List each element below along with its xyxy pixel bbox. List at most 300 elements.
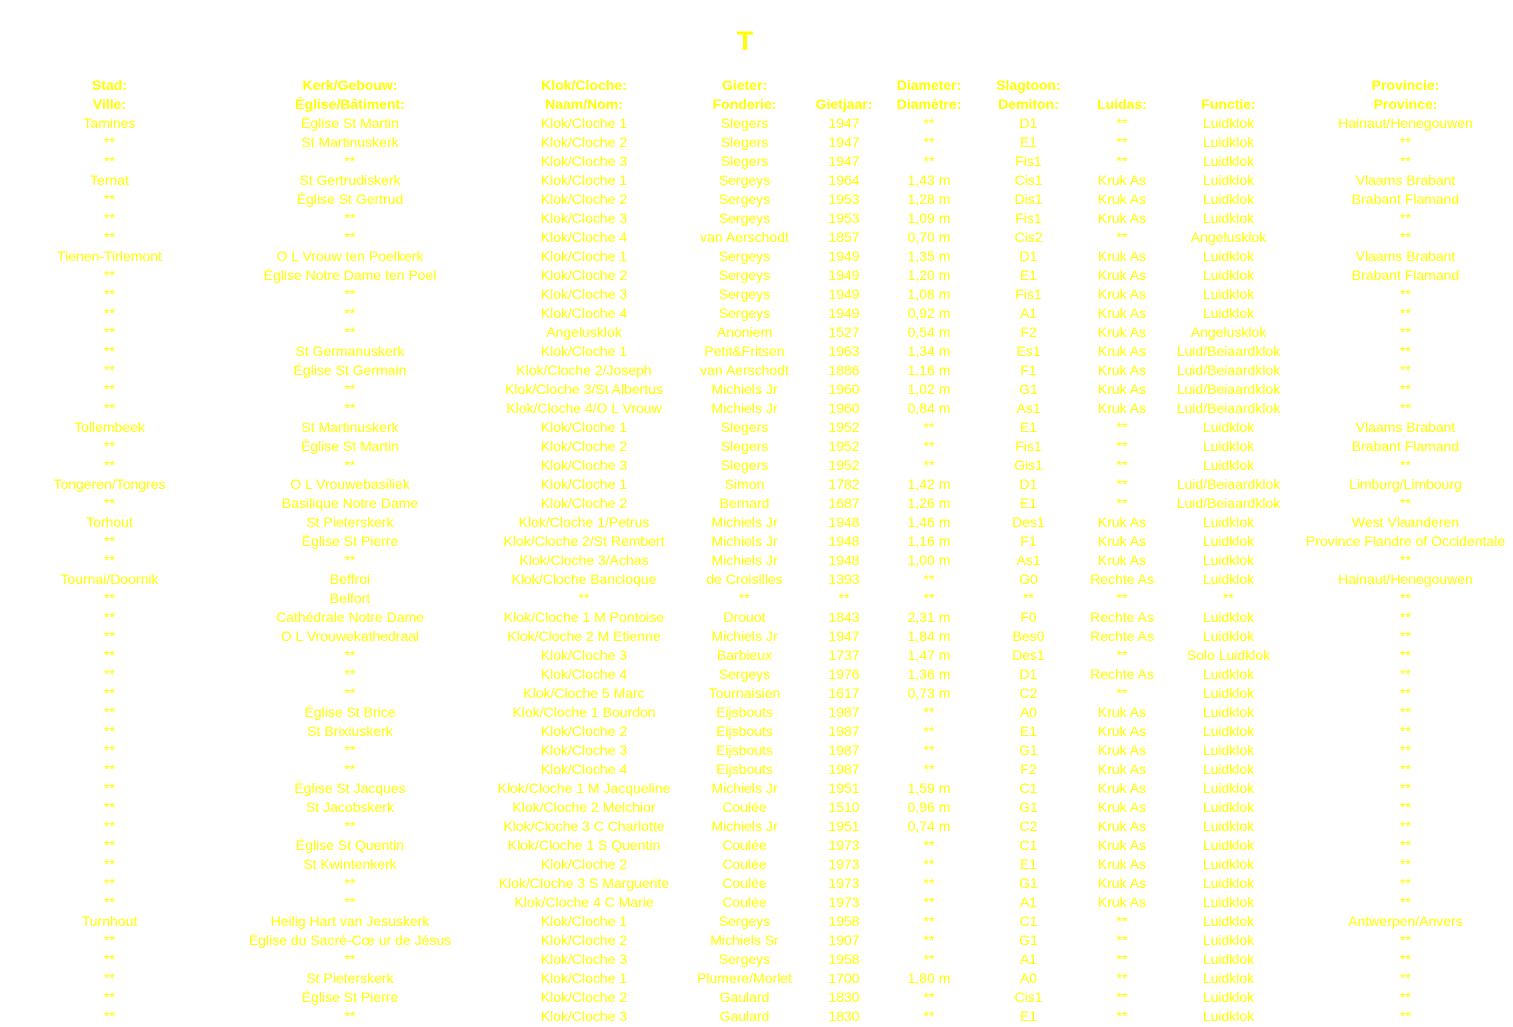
cell-strike-tone: C1 xyxy=(1019,837,1038,853)
table-row xyxy=(0,855,1513,874)
cell-function: Luid/Beiaardklok xyxy=(1176,362,1281,378)
cell-function: Luidklok xyxy=(1202,153,1255,169)
cell-strike-tone: G1 xyxy=(1019,742,1038,758)
cell-building: ** xyxy=(344,457,356,473)
cell-city: ** xyxy=(104,989,115,1005)
cell-strike-tone: G1 xyxy=(1019,932,1038,948)
cell-swing-axle: ** xyxy=(1116,419,1128,435)
cell-function: Luidklok xyxy=(1202,685,1255,701)
cell-building: Église St Jacques xyxy=(294,780,406,796)
cell-province: ** xyxy=(1400,210,1411,226)
cell-diameter: 0,73 m xyxy=(907,685,951,701)
header-bell-name: Klok/Cloche: xyxy=(541,77,627,93)
cell-strike-tone: E1 xyxy=(1019,723,1038,739)
cell-building: Basilique Notre Dame xyxy=(281,495,419,511)
cell-bell-name: Klok/Cloche 2 xyxy=(540,191,628,207)
cell-function: Luidklok xyxy=(1202,856,1255,872)
cell-city: ** xyxy=(104,799,115,815)
table-row xyxy=(0,209,1513,228)
cell-diameter: ** xyxy=(923,438,935,454)
cell-founder: Slegers xyxy=(720,419,769,435)
cell-bell-name: Klok/Cloche 1 xyxy=(540,343,628,359)
header-province: Province: xyxy=(1373,96,1438,112)
cell-cast-year: 1948 xyxy=(828,552,860,568)
cell-cast-year: 1976 xyxy=(828,666,860,682)
cell-building: ** xyxy=(344,210,356,226)
cell-cast-year: 1737 xyxy=(828,647,860,663)
cell-founder: Coulée xyxy=(722,799,767,815)
cell-city: ** xyxy=(104,305,115,321)
cell-province: ** xyxy=(1400,742,1411,758)
cell-function: Luid/Beiaardklok xyxy=(1176,381,1281,397)
table-row xyxy=(0,684,1513,703)
cell-strike-tone: Fis1 xyxy=(1015,210,1042,226)
cell-strike-tone: A0 xyxy=(1019,970,1038,986)
cell-bell-name: Klok/Cloche 3/Achas xyxy=(519,552,649,568)
cell-cast-year: 1952 xyxy=(828,419,860,435)
cell-swing-axle: Kruk As xyxy=(1097,875,1147,891)
table-row xyxy=(0,589,1513,608)
cell-building: St Pieterskerk xyxy=(306,970,394,986)
header-city: Ville: xyxy=(92,96,127,112)
cell-cast-year: 1947 xyxy=(828,115,860,131)
cell-bell-name: Klok/Cloche 3 xyxy=(540,647,628,663)
cell-cast-year: 1857 xyxy=(828,229,860,245)
cell-province: ** xyxy=(1400,685,1411,701)
cell-cast-year: 1951 xyxy=(828,780,860,796)
cell-cast-year: 1952 xyxy=(828,457,860,473)
table-row xyxy=(0,247,1513,266)
cell-city: ** xyxy=(104,267,115,283)
cell-province: Vlaams Brabant xyxy=(1355,419,1456,435)
cell-diameter: ** xyxy=(923,1008,935,1024)
header-building: Kerk/Gebouw: xyxy=(302,77,398,93)
cell-founder: Bernard xyxy=(719,495,770,511)
table-row xyxy=(0,475,1513,494)
cell-swing-axle: ** xyxy=(1116,1008,1128,1024)
cell-function: Luidklok xyxy=(1202,970,1255,986)
cell-building: ** xyxy=(344,761,356,777)
cell-cast-year: 1948 xyxy=(828,514,860,530)
header-province: Provincie: xyxy=(1371,77,1440,93)
cell-bell-name: Klok/Cloche 3 xyxy=(540,457,628,473)
cell-cast-year: 1947 xyxy=(828,153,860,169)
cell-founder: Michiels Jr xyxy=(711,514,778,530)
cell-bell-name: Klok/Cloche 2 Melchior xyxy=(512,799,656,815)
table-body xyxy=(0,114,1513,1026)
table-row xyxy=(0,456,1513,475)
table-row xyxy=(0,304,1513,323)
table-row xyxy=(0,893,1513,912)
cell-swing-axle: Kruk As xyxy=(1097,248,1147,264)
cell-bell-name: Klok/Cloche 1 xyxy=(540,913,628,929)
cell-bell-name: Klok/Cloche 1 xyxy=(540,172,628,188)
cell-city: ** xyxy=(104,381,115,397)
cell-function: Luid/Beiaardklok xyxy=(1176,476,1281,492)
cell-province: ** xyxy=(1400,552,1411,568)
cell-function: Luidklok xyxy=(1202,419,1255,435)
cell-province: Vlaams Brabant xyxy=(1355,248,1456,264)
cell-province: ** xyxy=(1400,609,1411,625)
cell-strike-tone: G1 xyxy=(1019,381,1038,397)
cell-function: Luidklok xyxy=(1202,742,1255,758)
cell-founder: Eijsbouts xyxy=(716,723,773,739)
cell-cast-year: 1973 xyxy=(828,875,860,891)
header-diameter: Diamètre: xyxy=(896,96,962,112)
cell-building: St Martinuskerk xyxy=(301,419,399,435)
cell-building: Beffroi xyxy=(329,571,371,587)
cell-city: ** xyxy=(104,628,115,644)
cell-function: Luidklok xyxy=(1202,115,1255,131)
table-row xyxy=(0,228,1513,247)
cell-province: ** xyxy=(1400,704,1411,720)
cell-diameter: 0,70 m xyxy=(907,229,951,245)
cell-strike-tone: Es1 xyxy=(1016,343,1041,359)
table-row xyxy=(0,380,1513,399)
cell-cast-year: 1987 xyxy=(828,723,860,739)
cell-city: ** xyxy=(104,400,115,416)
cell-city: Ternat xyxy=(90,172,129,188)
cell-function: Luidklok xyxy=(1202,799,1255,815)
cell-function: Luidklok xyxy=(1202,134,1255,150)
cell-diameter: 1,20 m xyxy=(907,267,951,283)
cell-swing-axle: ** xyxy=(1116,970,1128,986)
cell-building: ** xyxy=(344,666,356,682)
cell-cast-year: 1952 xyxy=(828,438,860,454)
cell-province: ** xyxy=(1400,951,1411,967)
cell-function: Luidklok xyxy=(1202,932,1255,948)
cell-swing-axle: Kruk As xyxy=(1097,210,1147,226)
table-header xyxy=(0,76,1513,114)
cell-province: ** xyxy=(1400,495,1411,511)
cell-cast-year: 1987 xyxy=(828,761,860,777)
cell-bell-name: Klok/Cloche 3 C Charlotte xyxy=(503,818,665,834)
cell-swing-axle: Kruk As xyxy=(1097,799,1147,815)
cell-founder: Sergeys xyxy=(718,172,771,188)
cell-diameter: 1,16 m xyxy=(907,362,951,378)
cell-strike-tone: F0 xyxy=(1020,609,1037,625)
table-row xyxy=(0,817,1513,836)
cell-bell-name: Klok/Cloche 2/Joseph xyxy=(516,362,652,378)
cell-building: Église St Martin xyxy=(300,115,400,131)
cell-province: ** xyxy=(1400,628,1411,644)
cell-city: ** xyxy=(104,647,115,663)
cell-founder: Michiels Jr xyxy=(711,552,778,568)
cell-founder: Drouot xyxy=(723,609,766,625)
cell-strike-tone: C1 xyxy=(1019,913,1038,929)
cell-bell-name: Klok/Cloche 2 xyxy=(540,134,628,150)
cell-bell-name: Klok/Cloche 1 xyxy=(540,419,628,435)
cell-city: ** xyxy=(104,438,115,454)
cell-strike-tone: Cis2 xyxy=(1014,229,1043,245)
cell-diameter: 1,46 m xyxy=(907,514,951,530)
table-row xyxy=(0,969,1513,988)
cell-diameter: 1,09 m xyxy=(907,210,951,226)
cell-building: ** xyxy=(344,305,356,321)
table-row xyxy=(0,760,1513,779)
cell-building: Église St Pierre xyxy=(301,533,399,549)
cell-building: Église St Quentin xyxy=(295,837,405,853)
cell-founder: Sergeys xyxy=(718,210,771,226)
cell-city: ** xyxy=(104,856,115,872)
cell-city: ** xyxy=(104,153,115,169)
cell-building: St Brixiuskerk xyxy=(307,723,393,739)
cell-swing-axle: Kruk As xyxy=(1097,514,1147,530)
header-row xyxy=(0,76,1513,95)
cell-province: ** xyxy=(1400,590,1411,606)
cell-building: Cathédrale Notre Dame xyxy=(276,609,424,625)
cell-swing-axle: ** xyxy=(1116,989,1128,1005)
cell-city: ** xyxy=(104,495,115,511)
table-row xyxy=(0,399,1513,418)
cell-strike-tone: A1 xyxy=(1019,951,1038,967)
header-row xyxy=(0,95,1513,114)
cell-diameter: ** xyxy=(923,932,935,948)
cell-city: ** xyxy=(104,742,115,758)
cell-building: Église St Martin xyxy=(300,438,400,454)
cell-bell-name: Klok/Cloche 1/Petrus xyxy=(518,514,650,530)
cell-diameter: 1,02 m xyxy=(907,381,951,397)
cell-bell-name: Klok/Cloche 3 xyxy=(540,742,628,758)
cell-function: Luidklok xyxy=(1202,248,1255,264)
cell-bell-name: Klok/Cloche 2 xyxy=(540,989,628,1005)
table-row xyxy=(0,513,1513,532)
cell-founder: Michiels Jr xyxy=(711,400,778,416)
cell-diameter: ** xyxy=(923,419,935,435)
cell-strike-tone: E1 xyxy=(1019,419,1038,435)
cell-strike-tone: A1 xyxy=(1019,305,1038,321)
cell-function: Luidklok xyxy=(1202,951,1255,967)
cell-founder: Slegers xyxy=(720,457,769,473)
cell-strike-tone: D1 xyxy=(1019,476,1038,492)
cell-function: Luidklok xyxy=(1202,761,1255,777)
cell-building: Église St Brice xyxy=(304,704,396,720)
cell-bell-name: Klok/Cloche 1 M Pontoise xyxy=(503,609,665,625)
cell-strike-tone: As1 xyxy=(1016,400,1041,416)
cell-function: Luidklok xyxy=(1202,533,1255,549)
cell-cast-year: 1951 xyxy=(828,818,860,834)
cell-city: Tollembeek xyxy=(74,419,145,435)
cell-building: ** xyxy=(344,153,356,169)
cell-diameter: 1,26 m xyxy=(907,495,951,511)
cell-founder: van Aerschodt xyxy=(700,362,789,378)
cell-strike-tone: Gis1 xyxy=(1014,457,1043,473)
cell-function: Luidklok xyxy=(1202,305,1255,321)
cell-city: Tournai/Doornik xyxy=(60,571,159,587)
cell-province: ** xyxy=(1400,305,1411,321)
cell-diameter: 1,34 m xyxy=(907,343,951,359)
cell-diameter: 0,54 m xyxy=(907,324,951,340)
cell-founder: Coulée xyxy=(722,837,767,853)
cell-swing-axle: Kruk As xyxy=(1097,818,1147,834)
cell-strike-tone: Fis1 xyxy=(1015,438,1042,454)
cell-building: ** xyxy=(344,951,356,967)
cell-city: Tamines xyxy=(83,115,136,131)
header-strike-tone: Demiton: xyxy=(998,96,1059,112)
cell-cast-year: 1782 xyxy=(828,476,860,492)
cell-function: Luidklok xyxy=(1202,210,1255,226)
cell-function: Luidklok xyxy=(1202,286,1255,302)
cell-province: Brabant Flamand xyxy=(1351,267,1460,283)
cell-swing-axle: ** xyxy=(1116,457,1128,473)
cell-building: Belfort xyxy=(329,590,371,606)
cell-province: Brabant Flamand xyxy=(1351,438,1460,454)
table-row xyxy=(0,646,1513,665)
cell-bell-name: Klok/Cloche 1 Bourdon xyxy=(512,704,656,720)
cell-city: ** xyxy=(104,1008,115,1024)
cell-province: ** xyxy=(1400,989,1411,1005)
table-row xyxy=(0,1007,1513,1026)
cell-diameter: 1,80 m xyxy=(907,970,951,986)
cell-cast-year: 1973 xyxy=(828,894,860,910)
cell-diameter: 1,16 m xyxy=(907,533,951,549)
cell-strike-tone: F2 xyxy=(1020,761,1037,777)
cell-building: St Jacobskerk xyxy=(306,799,394,815)
cell-cast-year: 1830 xyxy=(828,1008,860,1024)
table-row xyxy=(0,741,1513,760)
cell-founder: Slegers xyxy=(720,115,769,131)
header-strike-tone: Slagtoon: xyxy=(996,77,1061,93)
cell-bell-name: Klok/Cloche 2 M Etienne xyxy=(507,628,661,644)
cell-city: ** xyxy=(104,533,115,549)
cell-city: ** xyxy=(104,723,115,739)
cell-building: ** xyxy=(344,894,356,910)
table-row xyxy=(0,494,1513,513)
header-swing-axle: Luidas: xyxy=(1097,96,1147,112)
table-row xyxy=(0,570,1513,589)
cell-diameter: ** xyxy=(923,457,935,473)
cell-bell-name: Klok/Cloche 1 S Quentin xyxy=(507,837,661,853)
cell-swing-axle: Kruk As xyxy=(1097,742,1147,758)
cell-diameter: ** xyxy=(923,875,935,891)
cell-cast-year: 1949 xyxy=(828,267,860,283)
cell-founder: Sergeys xyxy=(718,191,771,207)
cell-building: ** xyxy=(344,286,356,302)
cell-city: ** xyxy=(104,362,115,378)
cell-cast-year: 1960 xyxy=(828,381,860,397)
table-row xyxy=(0,950,1513,969)
cell-strike-tone: Cis1 xyxy=(1014,172,1043,188)
cell-founder: Gaulard xyxy=(719,1008,770,1024)
cell-function: Luidklok xyxy=(1202,837,1255,853)
cell-bell-name: Klok/Cloche 1 xyxy=(540,248,628,264)
cell-province: ** xyxy=(1400,799,1411,815)
cell-founder: Michiels Jr xyxy=(711,628,778,644)
cell-bell-name: Angelusklok xyxy=(546,324,622,340)
cell-swing-axle: Kruk As xyxy=(1097,343,1147,359)
cell-province: ** xyxy=(1400,875,1411,891)
cell-cast-year: 1960 xyxy=(828,400,860,416)
cell-swing-axle: Kruk As xyxy=(1097,172,1147,188)
cell-swing-axle: Kruk As xyxy=(1097,723,1147,739)
cell-diameter: ** xyxy=(923,742,935,758)
cell-city: ** xyxy=(104,761,115,777)
cell-city: ** xyxy=(104,324,115,340)
cell-swing-axle: ** xyxy=(1116,951,1128,967)
cell-function: Luidklok xyxy=(1202,1008,1255,1024)
header-diameter: Diameter: xyxy=(896,77,962,93)
cell-cast-year: 1700 xyxy=(828,970,860,986)
header-founder: Fonderie: xyxy=(712,96,777,112)
cell-founder: Michiels Jr xyxy=(711,381,778,397)
cell-province: ** xyxy=(1400,400,1411,416)
cell-strike-tone: C2 xyxy=(1019,818,1038,834)
table-row xyxy=(0,836,1513,855)
cell-province: ** xyxy=(1400,1008,1411,1024)
cell-function: Luidklok xyxy=(1202,609,1255,625)
cell-strike-tone: D1 xyxy=(1019,248,1038,264)
cell-province: ** xyxy=(1400,970,1411,986)
cell-diameter: ** xyxy=(923,761,935,777)
cell-founder: Sergeys xyxy=(718,951,771,967)
cell-bell-name: Klok/Cloche 2 xyxy=(540,856,628,872)
cell-swing-axle: Kruk As xyxy=(1097,324,1147,340)
cell-province: ** xyxy=(1400,780,1411,796)
header-cast-year: Gietjaar: xyxy=(815,96,873,112)
cell-swing-axle: Rechte As xyxy=(1090,628,1154,644)
cell-cast-year: ** xyxy=(838,590,850,606)
cell-diameter: ** xyxy=(923,951,935,967)
table-row xyxy=(0,266,1513,285)
cell-diameter: ** xyxy=(923,856,935,872)
cell-diameter: 1,36 m xyxy=(907,666,951,682)
cell-swing-axle: Rechte As xyxy=(1090,609,1154,625)
cell-founder: Coulée xyxy=(722,894,767,910)
cell-city: ** xyxy=(104,590,115,606)
cell-bell-name: Klok/Cloche 2/St Rembert xyxy=(503,533,665,549)
cell-cast-year: 1949 xyxy=(828,305,860,321)
cell-swing-axle: Kruk As xyxy=(1097,305,1147,321)
cell-function: ** xyxy=(1223,590,1234,606)
cell-strike-tone: D1 xyxy=(1019,666,1038,682)
cell-diameter: 0,96 m xyxy=(907,799,951,815)
cell-swing-axle: ** xyxy=(1116,476,1128,492)
cell-province: ** xyxy=(1400,818,1411,834)
cell-function: Luid/Beiaardklok xyxy=(1176,495,1281,511)
cell-bell-name: Klok/Cloche 1 xyxy=(540,970,628,986)
cell-city: ** xyxy=(104,704,115,720)
cell-building: ** xyxy=(344,647,356,663)
cell-building: St Kwintenkerk xyxy=(303,856,397,872)
table-row xyxy=(0,285,1513,304)
table-row xyxy=(0,418,1513,437)
cell-province: Hainaut/Henegouwen xyxy=(1338,115,1473,131)
cell-swing-axle: Kruk As xyxy=(1097,362,1147,378)
cell-founder: Slegers xyxy=(720,153,769,169)
cell-cast-year: 1987 xyxy=(828,704,860,720)
cell-swing-axle: ** xyxy=(1116,685,1128,701)
cell-cast-year: 1958 xyxy=(828,951,860,967)
cell-strike-tone: Fis1 xyxy=(1015,286,1042,302)
cell-province: ** xyxy=(1400,932,1411,948)
cell-province: ** xyxy=(1400,723,1411,739)
cell-strike-tone: F1 xyxy=(1020,362,1037,378)
cell-bell-name: Klok/Cloche 2 xyxy=(540,438,628,454)
cell-diameter: 1,08 m xyxy=(907,286,951,302)
cell-function: Luidklok xyxy=(1202,191,1255,207)
header-founder: Gieter: xyxy=(721,77,768,93)
table-row xyxy=(0,722,1513,741)
cell-cast-year: 1510 xyxy=(828,799,860,815)
cell-swing-axle: ** xyxy=(1116,229,1128,245)
cell-swing-axle: Kruk As xyxy=(1097,191,1147,207)
cell-strike-tone: G1 xyxy=(1019,875,1038,891)
cell-function: Luidklok xyxy=(1202,894,1255,910)
cell-city: ** xyxy=(104,210,115,226)
cell-building: ** xyxy=(344,1008,356,1024)
cell-cast-year: 1907 xyxy=(828,932,860,948)
cell-bell-name: Klok/Cloche 3 xyxy=(540,286,628,302)
